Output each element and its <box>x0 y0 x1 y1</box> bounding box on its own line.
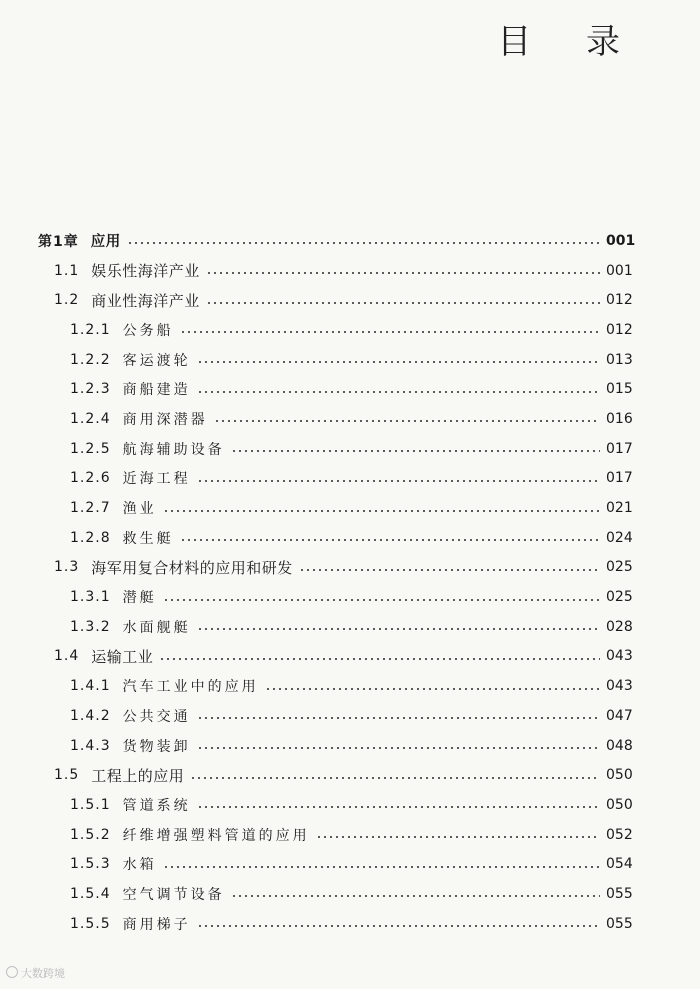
dot-leader <box>299 569 600 571</box>
toc-entry-number: 1.5.4 <box>70 885 111 902</box>
toc-entry-page: 024 <box>606 529 633 546</box>
toc-entry[interactable] <box>0 879 700 909</box>
toc-entry-number: 1.2.4 <box>70 410 111 427</box>
toc-entry-number: 1.2.6 <box>70 470 111 487</box>
toc-entry-page: 013 <box>606 351 633 368</box>
dot-leader <box>163 866 600 868</box>
toc-entry-number: 1.5.5 <box>70 915 111 932</box>
toc-entry[interactable] <box>0 256 700 286</box>
toc-entry-page: 043 <box>606 648 633 665</box>
toc-entry-title: 管道系统 <box>122 797 191 814</box>
dot-leader <box>197 391 600 393</box>
toc-entry-title: 商船建造 <box>122 382 191 399</box>
toc-entry-title: 娱乐性海洋产业 <box>91 262 200 281</box>
dot-leader <box>316 836 600 838</box>
toc-entry[interactable] <box>0 493 700 523</box>
toc-entry-page: 017 <box>606 440 633 457</box>
toc-entry-number: 1.2.8 <box>70 529 111 546</box>
toc-entry-number: 1.2.2 <box>70 351 111 368</box>
dot-leader <box>197 717 600 719</box>
toc-entry-number: 1.2 <box>54 292 80 309</box>
logo-icon <box>6 966 18 978</box>
toc-entry[interactable] <box>0 909 700 939</box>
toc-entry-page: 012 <box>606 321 633 338</box>
toc-entry[interactable] <box>0 790 700 820</box>
toc-entry[interactable] <box>0 671 700 701</box>
toc-entry-title: 水箱 <box>122 857 157 874</box>
toc-entry-title: 海军用复合材料的应用和研发 <box>91 558 293 577</box>
toc-entry-number: 1.1 <box>54 262 80 279</box>
toc-entry-page: 054 <box>606 856 633 873</box>
dot-leader <box>206 302 600 304</box>
toc-entry-page: 017 <box>606 470 633 487</box>
toc-entry-title: 近海工程 <box>122 471 191 488</box>
toc-entry-number: 1.2.1 <box>70 321 111 338</box>
toc-entry-title: 潜艇 <box>122 590 157 607</box>
toc-entry-page: 052 <box>606 826 633 843</box>
toc-entry-title: 救生艇 <box>122 530 174 547</box>
toc-entry-page: 048 <box>606 737 633 754</box>
toc-entry-title: 公务船 <box>122 322 174 339</box>
toc-entry[interactable] <box>0 760 700 790</box>
toc-entry[interactable] <box>0 374 700 404</box>
toc-entry-title: 货物装卸 <box>122 738 191 755</box>
toc-entry-number: 1.4.1 <box>70 678 111 695</box>
dot-leader <box>197 361 600 363</box>
toc-entry-number: 1.2.5 <box>70 440 111 457</box>
dot-leader <box>159 658 600 660</box>
toc-entry[interactable] <box>0 642 700 672</box>
toc-entry-number: 1.2.7 <box>70 500 111 517</box>
toc-entry-page: 001 <box>606 262 633 279</box>
toc-entry-page: 012 <box>606 292 633 309</box>
toc-entry-title: 运输工业 <box>91 647 154 666</box>
toc-entry-page: 025 <box>606 589 633 606</box>
toc-entry-page: 001 <box>606 232 636 249</box>
toc-entry[interactable] <box>0 434 700 464</box>
toc-entry[interactable] <box>0 553 700 583</box>
dot-leader <box>190 777 600 779</box>
toc-entry[interactable] <box>0 612 700 642</box>
dot-leader <box>231 895 600 897</box>
toc-entry-number: 1.4 <box>54 648 80 665</box>
dot-leader <box>206 272 600 274</box>
toc-entry-number: 1.5.3 <box>70 856 111 873</box>
dot-leader <box>231 450 600 452</box>
toc-entry-title: 工程上的应用 <box>91 766 185 785</box>
toc-entry-page: 028 <box>606 618 633 635</box>
toc-entry-title: 汽车工业中的应用 <box>122 679 259 696</box>
toc-entry[interactable] <box>0 464 700 494</box>
toc-entry-page: 043 <box>606 678 633 695</box>
toc-entry-page: 015 <box>606 381 633 398</box>
toc-entry[interactable] <box>0 582 700 612</box>
dot-leader <box>197 628 600 630</box>
toc-entry-page: 016 <box>606 410 633 427</box>
toc-entry-number: 1.3.1 <box>70 589 111 606</box>
dot-leader <box>265 688 600 690</box>
toc-entry-title: 商业性海洋产业 <box>91 291 200 310</box>
toc-entry-title: 应用 <box>90 233 121 251</box>
page-title: 目 录 <box>497 22 642 62</box>
toc-entry[interactable] <box>0 315 700 345</box>
dot-leader <box>214 420 600 422</box>
toc-entry[interactable] <box>0 523 700 553</box>
toc-entry-page: 055 <box>606 915 633 932</box>
toc-entry-page: 050 <box>606 767 633 784</box>
toc-entry-title: 渔业 <box>122 501 157 518</box>
toc-entry[interactable] <box>0 226 700 256</box>
toc-entry-title: 纤维增强塑料管道的应用 <box>122 827 310 844</box>
toc-entry-title: 商用梯子 <box>122 916 191 933</box>
toc-entry-number: 1.5 <box>54 767 80 784</box>
toc-entry-number: 1.3 <box>54 559 80 576</box>
toc-entry-page: 025 <box>606 559 633 576</box>
toc-entry[interactable] <box>0 345 700 375</box>
toc-entry[interactable] <box>0 285 700 315</box>
toc-entry[interactable] <box>0 820 700 850</box>
dot-leader <box>180 331 600 333</box>
toc-entry[interactable] <box>0 731 700 761</box>
toc-entry-title: 客运渡轮 <box>122 352 191 369</box>
dot-leader <box>180 539 600 541</box>
toc-entry-page: 050 <box>606 796 633 813</box>
toc-entry-title: 航海辅助设备 <box>122 441 225 458</box>
table-of-contents <box>0 226 700 939</box>
toc-entry[interactable] <box>0 404 700 434</box>
toc-entry-title: 公共交通 <box>122 708 191 725</box>
toc-entry[interactable] <box>0 701 700 731</box>
toc-entry-page: 047 <box>606 707 633 724</box>
toc-entry-number: 1.4.2 <box>70 707 111 724</box>
toc-entry-page: 021 <box>606 500 633 517</box>
toc-entry-number: 1.5.2 <box>70 826 111 843</box>
toc-entry-page: 055 <box>606 885 633 902</box>
toc-entry-number: 1.4.3 <box>70 737 111 754</box>
dot-leader <box>127 242 600 244</box>
toc-entry-title: 商用深潜器 <box>122 411 208 428</box>
toc-entry-number: 1.5.1 <box>70 796 111 813</box>
toc-entry-title: 空气调节设备 <box>122 886 225 903</box>
dot-leader <box>197 925 600 927</box>
dot-leader <box>197 806 600 808</box>
watermark-text: 大数跨境 <box>21 967 65 980</box>
toc-entry[interactable] <box>0 849 700 879</box>
watermark <box>6 965 65 981</box>
toc-entry-number: 第1章 <box>38 233 79 250</box>
dot-leader <box>163 599 600 601</box>
toc-entry-number: 1.2.3 <box>70 381 111 398</box>
dot-leader <box>197 480 600 482</box>
dot-leader <box>163 510 600 512</box>
toc-entry-number: 1.3.2 <box>70 618 111 635</box>
toc-entry-title: 水面舰艇 <box>122 619 191 636</box>
dot-leader <box>197 747 600 749</box>
